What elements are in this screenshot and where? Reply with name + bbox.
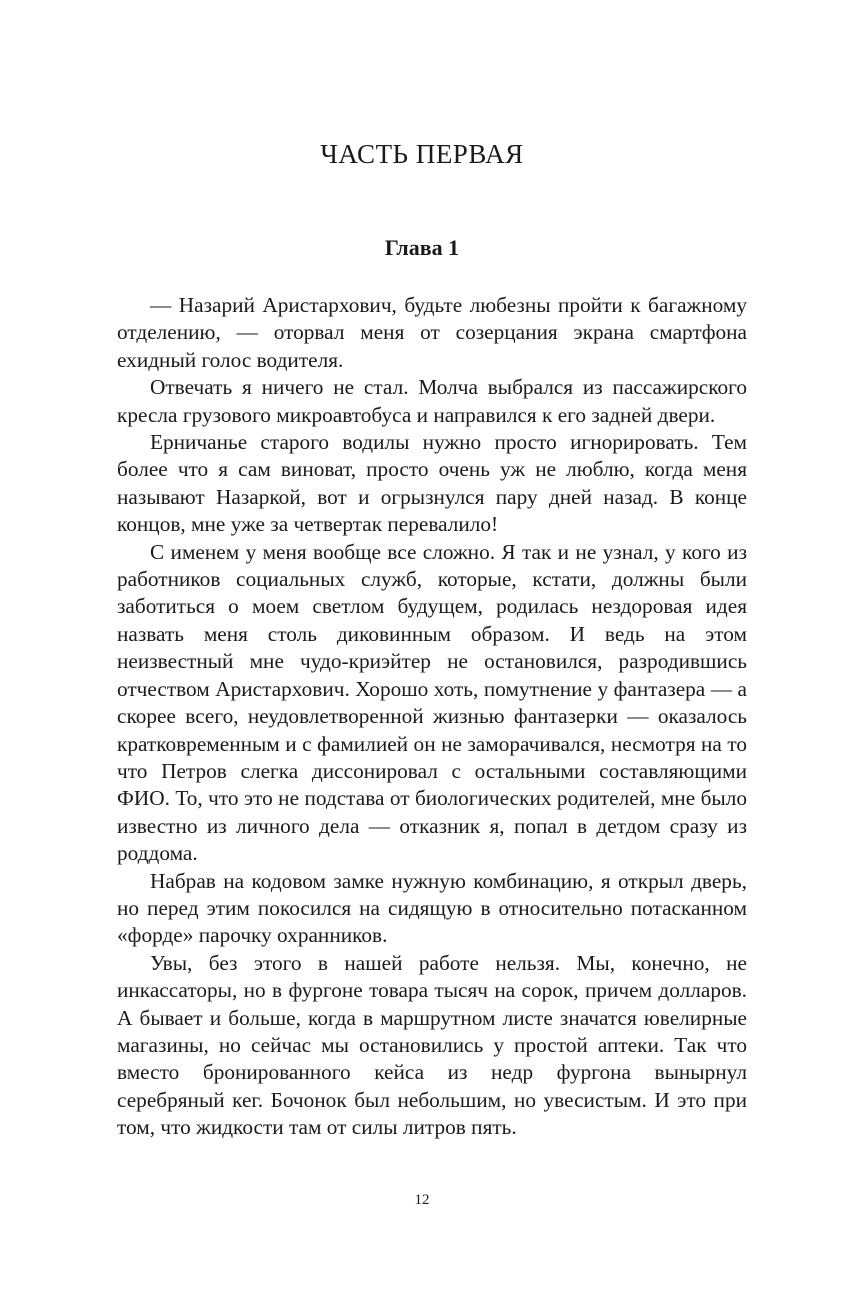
paragraph: С именем у меня вообще все сложно. Я так и не узнал, у кого из работников социальных служб, которые, кстати, должны были заботиться о моем светлом будущем, родилась нездоровая идея назвать меня столь диковинным образом. И ведь на этом неизвестный мне чудо-криэйтер не остановился, разродившись отчеством Аристархович. Хорошо хоть, помутнение у фантазера — а скорее всего, неудовлетворенной жизнью фантазерки — оказалось кратковременным и с фамилией он не заморачивался, несмотря на то что Петров слегка диссонировал с остальными составляющими ФИО. То, что это не подстава от биологических родителей, мне было известно из личного дела — отказник я, попал в детдом сразу из роддома. [117, 539, 747, 866]
chapter-body [117, 292, 747, 1142]
chapter-title: Глава 1 [384, 235, 460, 260]
paragraph: Набрав на кодовом замке нужную комбинацию, я открыл дверь, но перед этим покосился на сидящую в относительно потасканном «форде» парочку охранников. [117, 868, 747, 948]
paragraph: Ерничанье старого водилы нужно просто игнорировать. Тем более что я сам виноват, просто очень уж не люблю, когда меня называют Назаркой, вот и огрызнулся пару дней назад. В конце концов, мне уже за четвертак перевалило! [117, 430, 747, 537]
part-title: ЧАСТЬ ПЕРВАЯ [320, 139, 524, 169]
paragraph: Увы, без этого в нашей работе нельзя. Мы, конечно, не инкассаторы, но в фургоне товара тысяч на сорок, причем долларов. А бывает и больше, когда в маршрутном листе значатся ювелирные магазины, но сейчас мы остановились у простой аптеки. Так что вместо бронированного кейса из недр фургона вынырнул серебряный кег. Бочонок был небольшим, но увесистым. И это при том, что жидкости там от силы литров пять. [117, 950, 747, 1140]
page-number: 12 [414, 1192, 430, 1208]
paragraph: — Назарий Аристархович, будьте любезны пройти к багажному отделению, — оторвал меня от созерцания экрана смартфона ехидный голос водителя. [117, 293, 747, 372]
paragraph: Отвечать я ничего не стал. Молча выбрался из пассажирского кресла грузового микроавтобуса и направился к его задней двери. [117, 375, 747, 427]
